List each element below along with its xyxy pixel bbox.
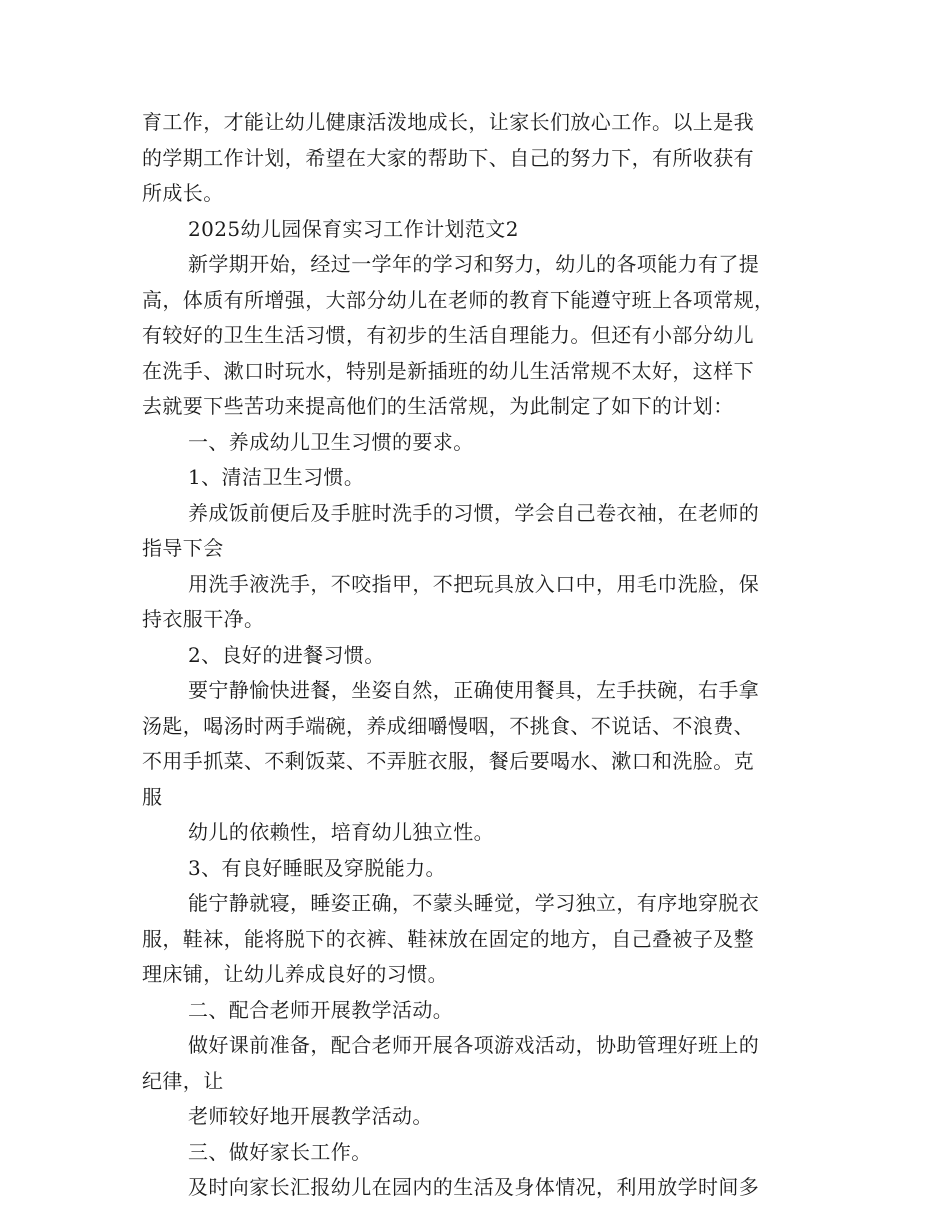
- text-line: 及时向家长汇报幼儿在园内的生活及身体情况，利用放学时间多: [188, 1175, 760, 1199]
- text-line: 的学期工作计划，希望在大家的帮助下、自己的努力下，有所收获有: [142, 145, 754, 170]
- text-line: 服: [142, 784, 163, 809]
- text-line: 新学期开始，经过一学年的学习和努力，幼儿的各项能力有了提: [188, 252, 760, 276]
- text-line: 持衣服干净。: [142, 607, 265, 631]
- text-line: 去就要下些苦功来提高他们的生活常规，为此制定了如下的计划：: [142, 394, 734, 418]
- text-line: 幼儿的依赖性，培育幼儿独立性。: [188, 820, 494, 844]
- text-line: 汤匙，喝汤时两手端碗，养成细嚼慢咽，不挑食、不说话、不浪费、: [142, 713, 754, 738]
- text-line: 三、做好家长工作。: [188, 1139, 372, 1164]
- text-line: 不用手抓菜、不剩饭菜、不弄脏衣服，餐后要喝水、漱口和洗脸。克: [142, 749, 754, 773]
- text-line: 纪律，让: [142, 1068, 224, 1093]
- document-body: [142, 105, 802, 1206]
- text-line: 2、良好的进餐习惯。: [188, 642, 385, 667]
- text-line: 高，体质有所增强，大部分幼儿在老师的教育下能遵守班上各项常规，: [142, 287, 775, 312]
- text-line: 一、养成幼儿卫生习惯的要求。: [188, 429, 474, 454]
- text-line: 1、清洁卫生习惯。: [188, 465, 365, 489]
- text-line: 理床铺，让幼儿养成良好的习惯。: [142, 962, 448, 986]
- text-line: 所成长。: [142, 181, 224, 205]
- text-line: 做好课前准备，配合老师开展各项游戏活动，协助管理好班上的: [188, 1033, 760, 1057]
- text-line: 服，鞋袜，能将脱下的衣裤、鞋袜放在固定的地方，自己叠被子及整: [142, 926, 754, 951]
- text-line: 2025幼儿园保育实习工作计划范文2: [188, 216, 519, 241]
- text-line: 3、有良好睡眠及穿脱能力。: [188, 855, 446, 880]
- text-line: 在洗手、漱口时玩水，特别是新插班的幼儿生活常规不太好，这样下: [142, 358, 754, 383]
- text-line: 要宁静愉快进餐，坐姿自然，正确使用餐具，左手扶碗，右手拿: [188, 678, 760, 702]
- text-line: 养成饭前便后及手脏时洗手的习惯，学会自己卷衣袖，在老师的: [188, 500, 760, 525]
- text-line: 指导下会: [142, 536, 224, 560]
- text-line: 老师较好地开展教学活动。: [188, 1104, 433, 1128]
- text-line: 育工作，才能让幼儿健康活泼地成长，让家长们放心工作。以上是我: [142, 110, 754, 134]
- text-line: 能宁静就寝，睡姿正确，不蒙头睡觉，学习独立，有序地穿脱衣: [188, 891, 760, 915]
- text-line: 有较好的卫生生活习惯，有初步的生活自理能力。但还有小部分幼儿: [142, 323, 754, 347]
- text-line: 二、配合老师开展教学活动。: [188, 997, 454, 1022]
- text-line: 用洗手液洗手，不咬指甲，不把玩具放入口中，用毛巾洗脸，保: [188, 571, 760, 596]
